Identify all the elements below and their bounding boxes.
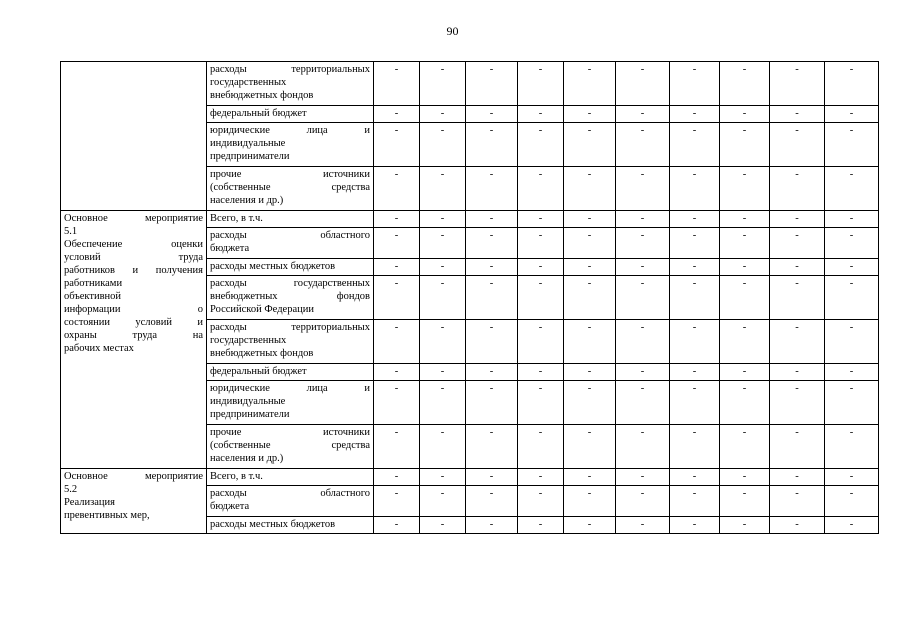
value-cell: - bbox=[670, 364, 720, 381]
value-cell: - bbox=[374, 381, 420, 425]
value-cell: - bbox=[420, 228, 466, 259]
value-cell: - bbox=[374, 106, 420, 123]
value-cell: - bbox=[720, 276, 770, 320]
value-cell: - bbox=[374, 425, 420, 469]
value-cell: - bbox=[616, 259, 670, 276]
funding-source-federal bbox=[207, 106, 374, 123]
value-cell: - bbox=[825, 62, 879, 106]
text-line: охраны труда на bbox=[64, 330, 203, 341]
value-cell: - bbox=[770, 106, 825, 123]
value-cell: - bbox=[518, 276, 564, 320]
value-cell: - bbox=[564, 106, 616, 123]
value-cell: - bbox=[616, 425, 670, 469]
text-line: расходы местных бюджетов bbox=[210, 519, 336, 530]
value-cell: - bbox=[466, 276, 518, 320]
text-line: внебюджетных фондов bbox=[210, 291, 370, 302]
text-line: работниками bbox=[64, 278, 123, 289]
text-line: расходы областного bbox=[210, 230, 370, 241]
text-line: предприниматели bbox=[210, 151, 290, 162]
value-cell: - bbox=[720, 425, 770, 469]
value-cell: - bbox=[518, 517, 564, 534]
value-cell: - bbox=[616, 228, 670, 259]
value-cell: - bbox=[616, 486, 670, 517]
value-cell: - bbox=[466, 486, 518, 517]
text-line: расходы территориальных bbox=[210, 322, 370, 333]
value-cell: - bbox=[518, 62, 564, 106]
value-cell: - bbox=[518, 167, 564, 211]
value-cell: - bbox=[420, 259, 466, 276]
text-line: условий труда bbox=[64, 252, 203, 263]
value-cell: - bbox=[466, 381, 518, 425]
value-cell: - bbox=[466, 211, 518, 228]
value-cell: - bbox=[825, 381, 879, 425]
page-number: 90 bbox=[446, 24, 459, 38]
value-cell: - bbox=[825, 228, 879, 259]
value-cell: - bbox=[374, 211, 420, 228]
value-cell: - bbox=[420, 123, 466, 167]
value-cell: - bbox=[616, 517, 670, 534]
value-cell: - bbox=[518, 259, 564, 276]
value-cell: - bbox=[670, 469, 720, 486]
value-cell: - bbox=[564, 517, 616, 534]
funding-source-legal bbox=[207, 123, 374, 167]
value-cell: - bbox=[670, 276, 720, 320]
value-cell: - bbox=[616, 276, 670, 320]
value-cell: - bbox=[770, 62, 825, 106]
value-cell: - bbox=[616, 167, 670, 211]
value-cell: - bbox=[564, 276, 616, 320]
funding-source-other bbox=[207, 167, 374, 211]
value-cell: - bbox=[770, 364, 825, 381]
funding-source-other bbox=[207, 425, 374, 469]
text-line: 5.2 bbox=[64, 484, 78, 495]
value-cell: - bbox=[466, 106, 518, 123]
value-cell: - bbox=[720, 167, 770, 211]
measure-cell-m51 bbox=[61, 211, 207, 469]
value-cell: - bbox=[616, 381, 670, 425]
value-cell: - bbox=[720, 364, 770, 381]
funding-source-territorial bbox=[207, 62, 374, 106]
text-line: расходы местных бюджетов bbox=[210, 261, 336, 272]
text-line: состоянии условий и bbox=[64, 317, 203, 328]
value-cell: - bbox=[518, 381, 564, 425]
text-line: расходы территориальных bbox=[210, 64, 370, 75]
text-line: Всего, в т.ч. bbox=[210, 471, 263, 482]
funding-source-regional bbox=[207, 486, 374, 517]
value-cell: - bbox=[420, 469, 466, 486]
value-cell: - bbox=[616, 211, 670, 228]
text-line: Основное мероприятие bbox=[64, 471, 203, 482]
value-cell: - bbox=[518, 486, 564, 517]
value-cell: - bbox=[518, 211, 564, 228]
table-row bbox=[61, 62, 879, 106]
value-cell: - bbox=[770, 425, 825, 469]
value-cell: - bbox=[770, 276, 825, 320]
text-line: объективной bbox=[64, 291, 122, 302]
value-cell: - bbox=[670, 486, 720, 517]
value-cell: - bbox=[466, 123, 518, 167]
value-cell: - bbox=[670, 62, 720, 106]
value-cell: - bbox=[518, 469, 564, 486]
text-line: государственных bbox=[210, 77, 287, 88]
value-cell: - bbox=[518, 123, 564, 167]
value-cell: - bbox=[518, 106, 564, 123]
value-cell: - bbox=[825, 517, 879, 534]
text-line: населения и др.) bbox=[210, 453, 284, 464]
text-line: Российской Федерации bbox=[210, 304, 314, 315]
text-line: информации о bbox=[64, 304, 203, 315]
value-cell: - bbox=[374, 486, 420, 517]
value-cell: - bbox=[564, 469, 616, 486]
text-line: расходы государственных bbox=[210, 278, 370, 289]
value-cell: - bbox=[720, 469, 770, 486]
value-cell: - bbox=[564, 259, 616, 276]
value-cell: - bbox=[720, 211, 770, 228]
funding-source-territorial bbox=[207, 320, 374, 364]
value-cell: - bbox=[825, 469, 879, 486]
value-cell: - bbox=[770, 167, 825, 211]
value-cell: - bbox=[616, 364, 670, 381]
value-cell: - bbox=[825, 364, 879, 381]
value-cell: - bbox=[825, 259, 879, 276]
value-cell: - bbox=[466, 425, 518, 469]
value-cell: - bbox=[670, 381, 720, 425]
value-cell: - bbox=[720, 259, 770, 276]
text-line: рабочих местах bbox=[64, 343, 134, 354]
value-cell: - bbox=[670, 320, 720, 364]
value-cell: - bbox=[720, 106, 770, 123]
value-cell: - bbox=[374, 517, 420, 534]
value-cell: - bbox=[770, 228, 825, 259]
text-line: Реализация bbox=[64, 497, 115, 508]
text-line: индивидуальные bbox=[210, 396, 286, 407]
text-line: бюджета bbox=[210, 501, 250, 512]
value-cell: - bbox=[825, 167, 879, 211]
value-cell: - bbox=[770, 259, 825, 276]
value-cell: - bbox=[616, 62, 670, 106]
value-cell: - bbox=[720, 320, 770, 364]
value-cell: - bbox=[616, 469, 670, 486]
value-cell: - bbox=[466, 320, 518, 364]
funding-source-legal bbox=[207, 381, 374, 425]
value-cell: - bbox=[825, 211, 879, 228]
value-cell: - bbox=[770, 320, 825, 364]
value-cell: - bbox=[770, 123, 825, 167]
value-cell: - bbox=[670, 517, 720, 534]
measure-cell-m52 bbox=[61, 469, 207, 534]
text-line: Всего, в т.ч. bbox=[210, 213, 263, 224]
value-cell: - bbox=[466, 228, 518, 259]
funding-source-local bbox=[207, 259, 374, 276]
value-cell: - bbox=[518, 228, 564, 259]
funding-source-statefunds bbox=[207, 276, 374, 320]
text-line: федеральный бюджет bbox=[210, 366, 307, 377]
value-cell: - bbox=[825, 320, 879, 364]
value-cell: - bbox=[518, 320, 564, 364]
value-cell: - bbox=[374, 167, 420, 211]
value-cell: - bbox=[670, 425, 720, 469]
value-cell: - bbox=[374, 62, 420, 106]
value-cell: - bbox=[564, 364, 616, 381]
text-line: прочие источники bbox=[210, 169, 370, 180]
value-cell: - bbox=[420, 517, 466, 534]
value-cell: - bbox=[518, 425, 564, 469]
text-line: государственных bbox=[210, 335, 287, 346]
text-line: работников и получения bbox=[64, 265, 203, 276]
value-cell: - bbox=[770, 211, 825, 228]
funding-source-total bbox=[207, 469, 374, 486]
value-cell: - bbox=[770, 486, 825, 517]
value-cell: - bbox=[670, 106, 720, 123]
value-cell: - bbox=[564, 62, 616, 106]
value-cell: - bbox=[466, 167, 518, 211]
value-cell: - bbox=[466, 469, 518, 486]
value-cell: - bbox=[720, 123, 770, 167]
value-cell: - bbox=[420, 211, 466, 228]
value-cell: - bbox=[825, 123, 879, 167]
table-row bbox=[61, 211, 879, 228]
value-cell: - bbox=[374, 259, 420, 276]
text-line: (собственные средства bbox=[210, 182, 370, 193]
text-line: Обеспечение оценки bbox=[64, 239, 203, 250]
value-cell: - bbox=[420, 276, 466, 320]
text-line: предприниматели bbox=[210, 409, 290, 420]
value-cell: - bbox=[670, 211, 720, 228]
value-cell: - bbox=[374, 123, 420, 167]
funding-source-federal bbox=[207, 364, 374, 381]
table-row bbox=[61, 469, 879, 486]
value-cell: - bbox=[420, 425, 466, 469]
funding-source-regional bbox=[207, 228, 374, 259]
text-line: превентивных мер, bbox=[64, 510, 150, 521]
value-cell: - bbox=[770, 517, 825, 534]
funding-source-total bbox=[207, 211, 374, 228]
value-cell: - bbox=[825, 486, 879, 517]
value-cell: - bbox=[466, 259, 518, 276]
value-cell: - bbox=[720, 486, 770, 517]
value-cell: - bbox=[374, 320, 420, 364]
value-cell: - bbox=[564, 381, 616, 425]
value-cell: - bbox=[670, 228, 720, 259]
value-cell: - bbox=[616, 106, 670, 123]
value-cell: - bbox=[670, 167, 720, 211]
value-cell: - bbox=[374, 228, 420, 259]
value-cell: - bbox=[670, 259, 720, 276]
text-line: (собственные средства bbox=[210, 440, 370, 451]
value-cell: - bbox=[564, 425, 616, 469]
text-line: бюджета bbox=[210, 243, 250, 254]
value-cell: - bbox=[466, 517, 518, 534]
value-cell: - bbox=[518, 364, 564, 381]
text-line: юридические лица и bbox=[210, 383, 370, 394]
value-cell: - bbox=[374, 364, 420, 381]
value-cell: - bbox=[564, 211, 616, 228]
text-line: прочие источники bbox=[210, 427, 370, 438]
value-cell: - bbox=[374, 276, 420, 320]
value-cell: - bbox=[564, 228, 616, 259]
measure-cell-empty bbox=[61, 62, 207, 211]
value-cell: - bbox=[770, 381, 825, 425]
value-cell: - bbox=[420, 62, 466, 106]
value-cell: - bbox=[670, 123, 720, 167]
value-cell: - bbox=[720, 517, 770, 534]
value-cell: - bbox=[720, 62, 770, 106]
text-line: федеральный бюджет bbox=[210, 108, 307, 119]
value-cell: - bbox=[720, 228, 770, 259]
value-cell: - bbox=[616, 123, 670, 167]
value-cell: - bbox=[466, 62, 518, 106]
value-cell: - bbox=[420, 167, 466, 211]
text-line: Основное мероприятие bbox=[64, 213, 203, 224]
text-line: расходы областного bbox=[210, 488, 370, 499]
funding-source-local bbox=[207, 517, 374, 534]
value-cell: - bbox=[770, 469, 825, 486]
value-cell: - bbox=[420, 486, 466, 517]
value-cell: - bbox=[825, 106, 879, 123]
value-cell: - bbox=[420, 320, 466, 364]
text-line: юридические лица и bbox=[210, 125, 370, 136]
value-cell: - bbox=[825, 276, 879, 320]
text-line: внебюджетных фондов bbox=[210, 90, 314, 101]
value-cell: - bbox=[466, 364, 518, 381]
value-cell: - bbox=[720, 381, 770, 425]
value-cell: - bbox=[420, 364, 466, 381]
value-cell: - bbox=[420, 106, 466, 123]
value-cell: - bbox=[616, 320, 670, 364]
value-cell: - bbox=[564, 486, 616, 517]
value-cell: - bbox=[374, 469, 420, 486]
value-cell: - bbox=[420, 381, 466, 425]
text-line: населения и др.) bbox=[210, 195, 284, 206]
value-cell: - bbox=[564, 320, 616, 364]
value-cell: - bbox=[564, 167, 616, 211]
text-line: 5.1 bbox=[64, 226, 78, 237]
text-line: внебюджетных фондов bbox=[210, 348, 314, 359]
value-cell: - bbox=[564, 123, 616, 167]
text-line: индивидуальные bbox=[210, 138, 286, 149]
budget-table bbox=[60, 61, 879, 534]
value-cell: - bbox=[825, 425, 879, 469]
